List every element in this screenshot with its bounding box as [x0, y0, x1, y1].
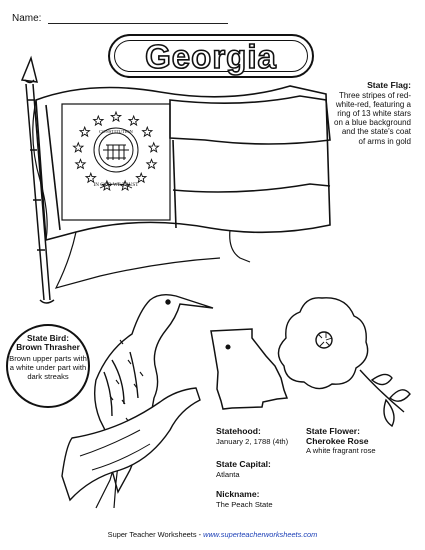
cherokee-rose-icon — [278, 298, 410, 426]
nickname-value: The Peach State — [216, 499, 273, 509]
flower-value: A white fragrant rose — [306, 446, 376, 456]
georgia-map-icon — [211, 329, 287, 409]
seal-text: CONSTITUTION — [99, 129, 133, 134]
page-title: Georgia — [145, 38, 277, 75]
footer-text: Super Teacher Worksheets - — [107, 530, 204, 539]
statehood-label: Statehood: — [216, 426, 261, 436]
flag-info — [333, 81, 411, 146]
flag-description: Three stripes of red-white-red, featuring a ring of 13 white stars on a blue background and the state's coat of arms in gold — [334, 90, 411, 146]
footer-url-link[interactable]: www.superteacherworksheets.com — [203, 530, 318, 539]
flower-label-line1: State Flower: — [306, 426, 360, 436]
flag-motto: IN GOD WE TRUST — [93, 182, 139, 188]
flower-block — [306, 427, 376, 455]
statehood-value: January 2, 1788 (4th) — [216, 436, 289, 446]
bird-info-circle — [6, 324, 90, 408]
georgia-flag-icon — [33, 86, 330, 288]
name-label: Name: — [12, 13, 42, 24]
flower-label-line2: Cherokee Rose — [306, 435, 369, 446]
bird-title-line2: Brown Thrasher — [16, 342, 80, 353]
statehood-block — [216, 427, 292, 446]
footer — [0, 530, 425, 539]
bird-description: Brown upper parts with a white under part with dark streaks — [9, 353, 87, 381]
capital-value: Atlanta — [216, 469, 240, 479]
flag-title: State Flag: — [367, 80, 411, 90]
nickname-block — [216, 490, 273, 509]
nickname-label: Nickname: — [216, 489, 260, 499]
capital-block — [216, 460, 271, 479]
bird-title-line1: State Bird: — [27, 333, 69, 343]
capital-label: State Capital: — [216, 459, 271, 469]
